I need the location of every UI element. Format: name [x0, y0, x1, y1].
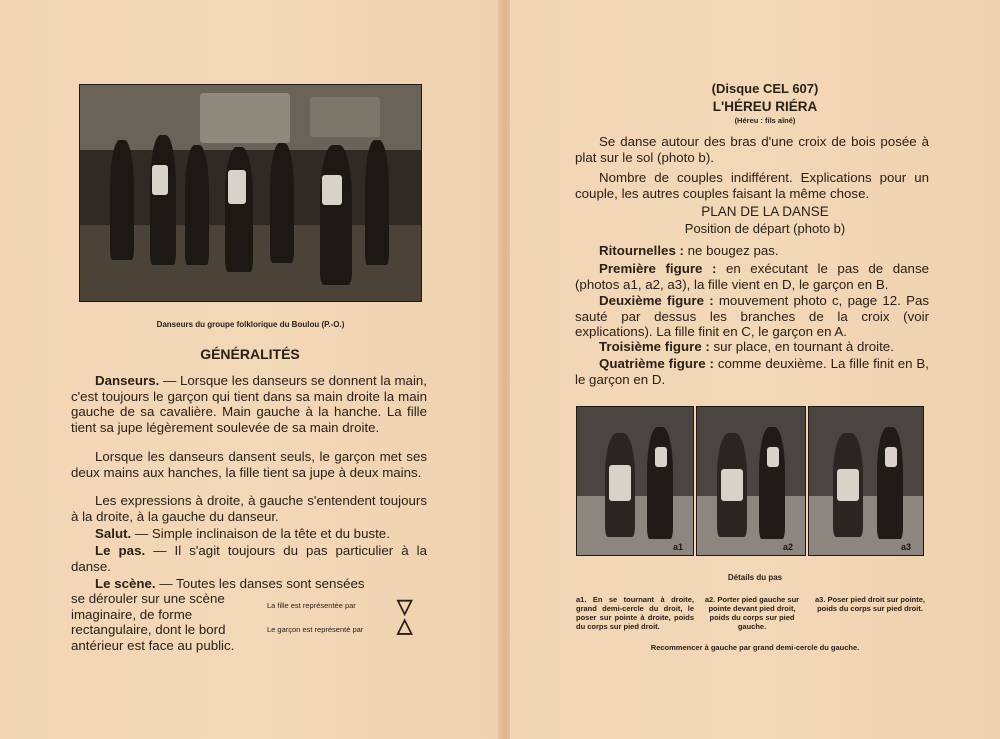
- paragraph-danseurs: Danseurs. — Lorsque les danseurs se donnent la main, c'est toujours le garçon qui tient dans sa main droite la main gauche de sa cavalière. Main gauche à la hanche. La fille tient sa jupe légèrement soulevée de sa main droite.: [71, 373, 427, 435]
- photo-label-a3: a3: [901, 542, 912, 552]
- figure-troisieme: Troisième figure : sur place, en tournant à droite.: [599, 339, 894, 354]
- boy-triangle-icon: △: [397, 615, 413, 637]
- step-photo-a1: [576, 406, 694, 556]
- intro-paragraph-1: Se danse autour des bras d'une croix de bois posée à plat sur le sol (photo b).: [575, 134, 929, 165]
- group-dancers-photo: [79, 84, 422, 302]
- figure-ritournelles: Ritournelles : ne bougez pas.: [599, 243, 779, 258]
- step-description-a2: a2. Porter pied gauche sur pointe devant pied droit, poids du corps sur pied gauche.: [704, 595, 800, 631]
- photo-caption: Danseurs du groupe folklorique du Boulou (P.-O.): [156, 320, 345, 329]
- figure-premiere: Première figure : en exécutant le pas de danse (photos a1, a2, a3), la fille vient en D, le garçon en B.: [575, 261, 929, 292]
- step-photo-a2: [696, 406, 806, 556]
- photo-label-a2: a2: [783, 542, 794, 552]
- paragraph-salut: Salut. — Simple inclinaison de la tête et du buste.: [95, 526, 390, 541]
- dance-subtitle: (Héreu : fils aîné): [734, 116, 796, 125]
- step-photo-a3: [808, 406, 924, 556]
- girl-triangle-icon: ▽: [397, 596, 413, 618]
- dance-title: L'HÉREU RIÉRA: [712, 99, 818, 114]
- plan-title: PLAN DE LA DANSE: [701, 204, 829, 219]
- disc-reference: (Disque CEL 607): [711, 81, 819, 96]
- paragraph-expressions: Les expressions à droite, à gauche s'entendent toujours à la droite, à la gauche du danseur.: [71, 493, 427, 524]
- step-description-a1: a1. En se tournant à droite, grand demi-cercle du droit, le poser sur pointe à droite, poids du corps sur pied droit.: [576, 595, 694, 631]
- legend-girl-text: La fille est représentée par: [267, 601, 356, 610]
- plan-subtitle: Position de départ (photo b): [684, 221, 846, 236]
- photo-label-a1: a1: [673, 542, 684, 552]
- footer-note: Recommencer à gauche par grand demi-cercle du gauche.: [650, 643, 860, 652]
- legend-boy-text: Le garçon est représenté par: [267, 625, 364, 634]
- paragraph-pas: Le pas. — Il s'agit toujours du pas particulier à la danse.: [71, 543, 427, 574]
- intro-paragraph-2: Nombre de couples indifférent. Explications pour un couple, les autres couples faisant la même chose.: [575, 170, 929, 201]
- section-title: GÉNÉRALITÉS: [200, 346, 300, 362]
- figure-quatrieme: Quatrième figure : comme deuxième. La fille finit en B, le garçon en D.: [575, 356, 929, 387]
- paragraph-scene-rest: se dérouler sur une scène imaginaire, de forme rectangulaire, dont le bord antérieur est face au public.: [71, 591, 235, 653]
- paragraph-seuls: Lorsque les danseurs dansent seuls, le garçon met ses deux mains aux hanches, la fille tient sa jupe à deux mains.: [71, 449, 427, 480]
- paragraph-scene-first: Le scène. — Toutes les danses sont sensées: [95, 576, 365, 591]
- details-title: Détails du pas: [727, 573, 783, 582]
- right-page: [510, 0, 1000, 739]
- figure-deuxieme: Deuxième figure : mouvement photo c, page 12. Pas sauté par dessus les branches de la croix (voir explications). La fille finit en C, le garçon en A.: [575, 293, 929, 340]
- step-description-a3: a3. Poser pied droit sur pointe, poids du corps sur pied droit.: [814, 595, 926, 613]
